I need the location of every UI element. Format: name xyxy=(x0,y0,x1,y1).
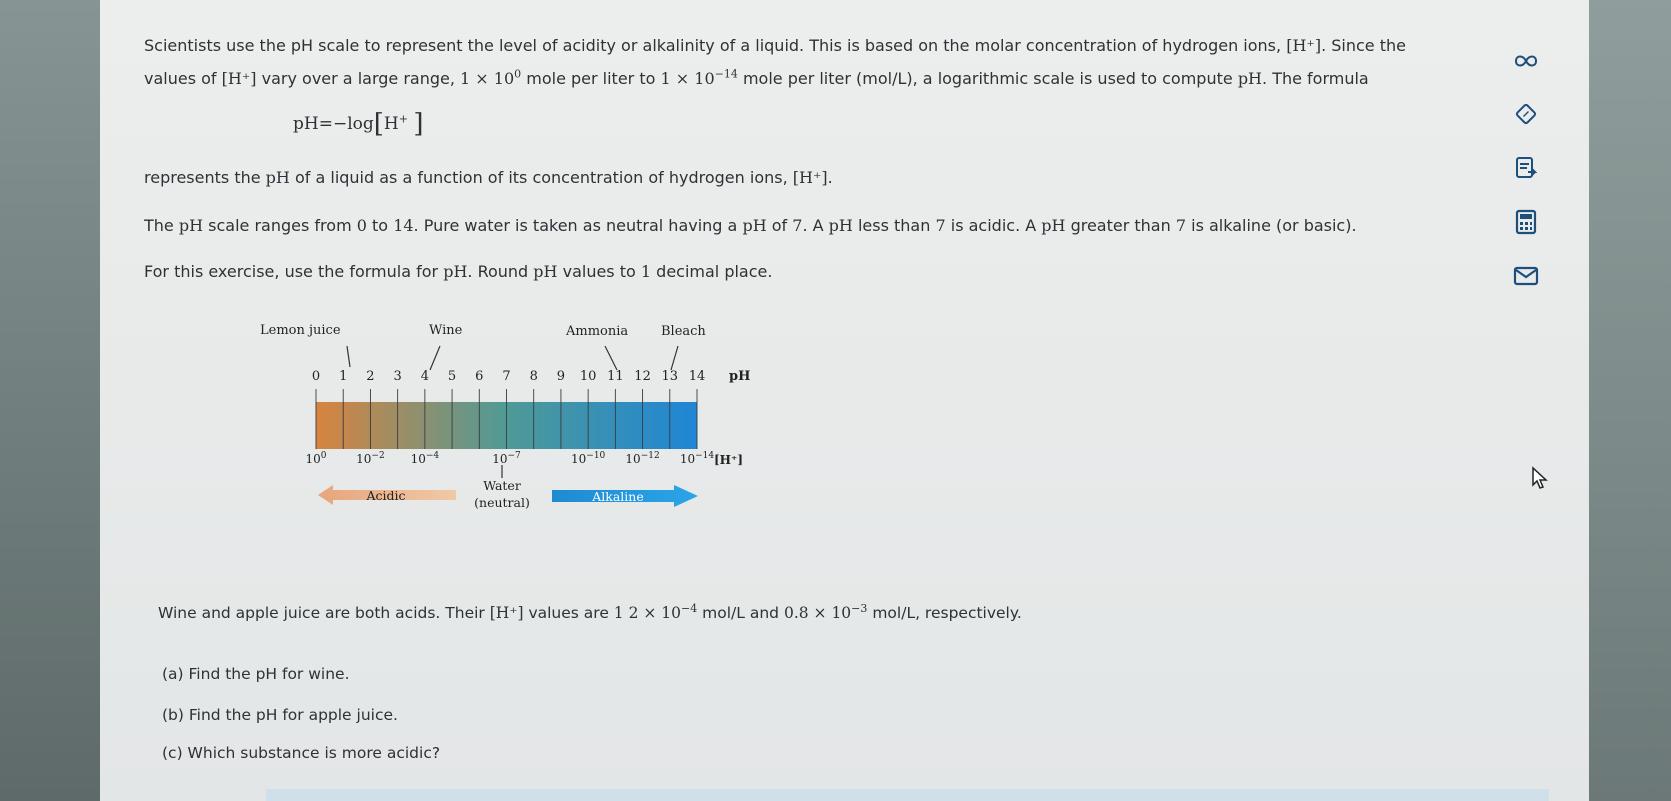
paragraph-5: For this exercise, use the formula for pH. Round pH values to 1 decimal place. xyxy=(144,262,773,281)
ph-tick-label: 1 xyxy=(339,369,348,384)
intro-text: mole per liter to xyxy=(526,69,656,88)
ph-tick-label: 2 xyxy=(366,369,375,384)
problem-statement: Wine and apple juice are both acids. Their [H⁺] values are 1 $2 \times 10^{-4}$ mol/L and $0.8 \times 10^{-3}$ mol/L, respectively. xyxy=(158,601,1022,622)
h-concentration-label: $10^{-10}$ xyxy=(571,451,606,466)
pointer-lemon xyxy=(347,346,350,367)
notes-icon[interactable] xyxy=(1512,154,1540,182)
question-page xyxy=(100,0,1589,801)
ph-tick-label: 6 xyxy=(475,369,484,384)
hplus-symbol: [H⁺] xyxy=(1286,36,1322,55)
ph-tick-label: 7 xyxy=(502,369,511,384)
ph-tick-label: 11 xyxy=(607,369,624,384)
question-b: (b) Find the pH for apple juice. xyxy=(162,706,398,724)
pointer-bleach xyxy=(671,346,678,370)
neutral-label: (neutral) xyxy=(474,495,530,510)
pointer-ammonia xyxy=(605,346,617,370)
acidic-label: Acidic xyxy=(366,488,406,503)
intro-line-2 xyxy=(144,69,1369,88)
ph-tick-label: 12 xyxy=(634,369,651,384)
label-lemon-juice: Lemon juice xyxy=(260,323,341,338)
intro-text: Scientists use the pH scale to represent the level of acidity or alkalinity of a liquid. This is based on the molar concentration of hydrogen ions, xyxy=(144,36,1282,55)
ph-tick-label: 8 xyxy=(529,369,538,384)
ph-tick-label: 0 xyxy=(311,369,321,384)
h-concentration-label: $10^{-2}$ xyxy=(356,451,385,466)
answer-area-top[interactable] xyxy=(266,789,1549,801)
h-axis-label: [H⁺] xyxy=(714,453,744,467)
ph-formula: pH=−log[H+ ] xyxy=(293,109,424,139)
intro-text: . Since the xyxy=(1321,36,1406,55)
label-wine: Wine xyxy=(429,323,463,338)
background-right xyxy=(1589,0,1671,801)
intro-line-1 xyxy=(144,36,1406,55)
ph-tick-label: 5 xyxy=(447,369,457,384)
ph-tick-label: 14 xyxy=(688,369,706,384)
background-left xyxy=(0,0,100,801)
ph-symbol: pH xyxy=(1237,69,1263,88)
ph-tick-label: 4 xyxy=(420,369,429,384)
intro-text: values of xyxy=(144,69,217,88)
label-ammonia: Ammonia xyxy=(566,324,629,339)
paragraph-3: represents the pH of a liquid as a function of its concentration of hydrogen ions, [H⁺]. xyxy=(144,168,833,187)
ph-tick-labels xyxy=(312,369,705,384)
apple-concentration: $0.8 \times 10^{-3}$ xyxy=(783,601,868,622)
label-bleach: Bleach xyxy=(661,324,706,339)
hplus-symbol: [H⁺] xyxy=(221,69,257,88)
water-label: Water xyxy=(483,478,521,493)
mouse-cursor-icon xyxy=(1531,466,1549,494)
h-concentration-label: $10^{-4}$ xyxy=(410,451,440,466)
calculator-icon[interactable] xyxy=(1512,208,1540,236)
infinity-icon[interactable] xyxy=(1512,47,1540,75)
pencil-diamond-icon[interactable] xyxy=(1512,100,1540,128)
ph-tick-label: 3 xyxy=(393,369,402,384)
range-low: $1 \times 10^0$ xyxy=(460,67,522,88)
h-concentration-label: $10^0$ xyxy=(305,451,327,466)
h-concentration-labels xyxy=(305,451,714,466)
intro-text: mole per liter (mol/L), a logarithmic scale is used to compute xyxy=(742,69,1233,88)
intro-text: vary over a large range, xyxy=(261,69,455,88)
intro-text: . The formula xyxy=(1262,69,1369,88)
question-a: (a) Find the pH for wine. xyxy=(162,665,350,683)
ph-tick-label: 10 xyxy=(579,369,597,384)
ph-tick-label: 9 xyxy=(556,369,566,384)
ph-scale-diagram xyxy=(200,315,760,540)
question-c: (c) Which substance is more acidic? xyxy=(162,744,441,762)
alkaline-label: Alkaline xyxy=(592,489,644,504)
wine-concentration: 1 $2 \times 10^{-4}$ xyxy=(613,601,698,622)
ph-tick-label: 13 xyxy=(661,369,679,384)
h-concentration-label: $10^{-12}$ xyxy=(625,451,660,466)
mail-icon[interactable] xyxy=(1512,262,1540,290)
paragraph-4: The pH scale ranges from 0 to 14. Pure water is taken as neutral having a pH of 7. A pH less than 7 is acidic. A pH greater than 7 is alkaline (or basic). xyxy=(144,216,1357,235)
ph-axis-label: pH xyxy=(729,369,751,384)
pointer-wine xyxy=(430,346,440,370)
h-concentration-label: $10^{-14}$ xyxy=(679,451,715,466)
range-high: $1 \times 10^{-14}$ xyxy=(660,67,738,88)
h-concentration-label: $10^{-7}$ xyxy=(492,451,521,466)
